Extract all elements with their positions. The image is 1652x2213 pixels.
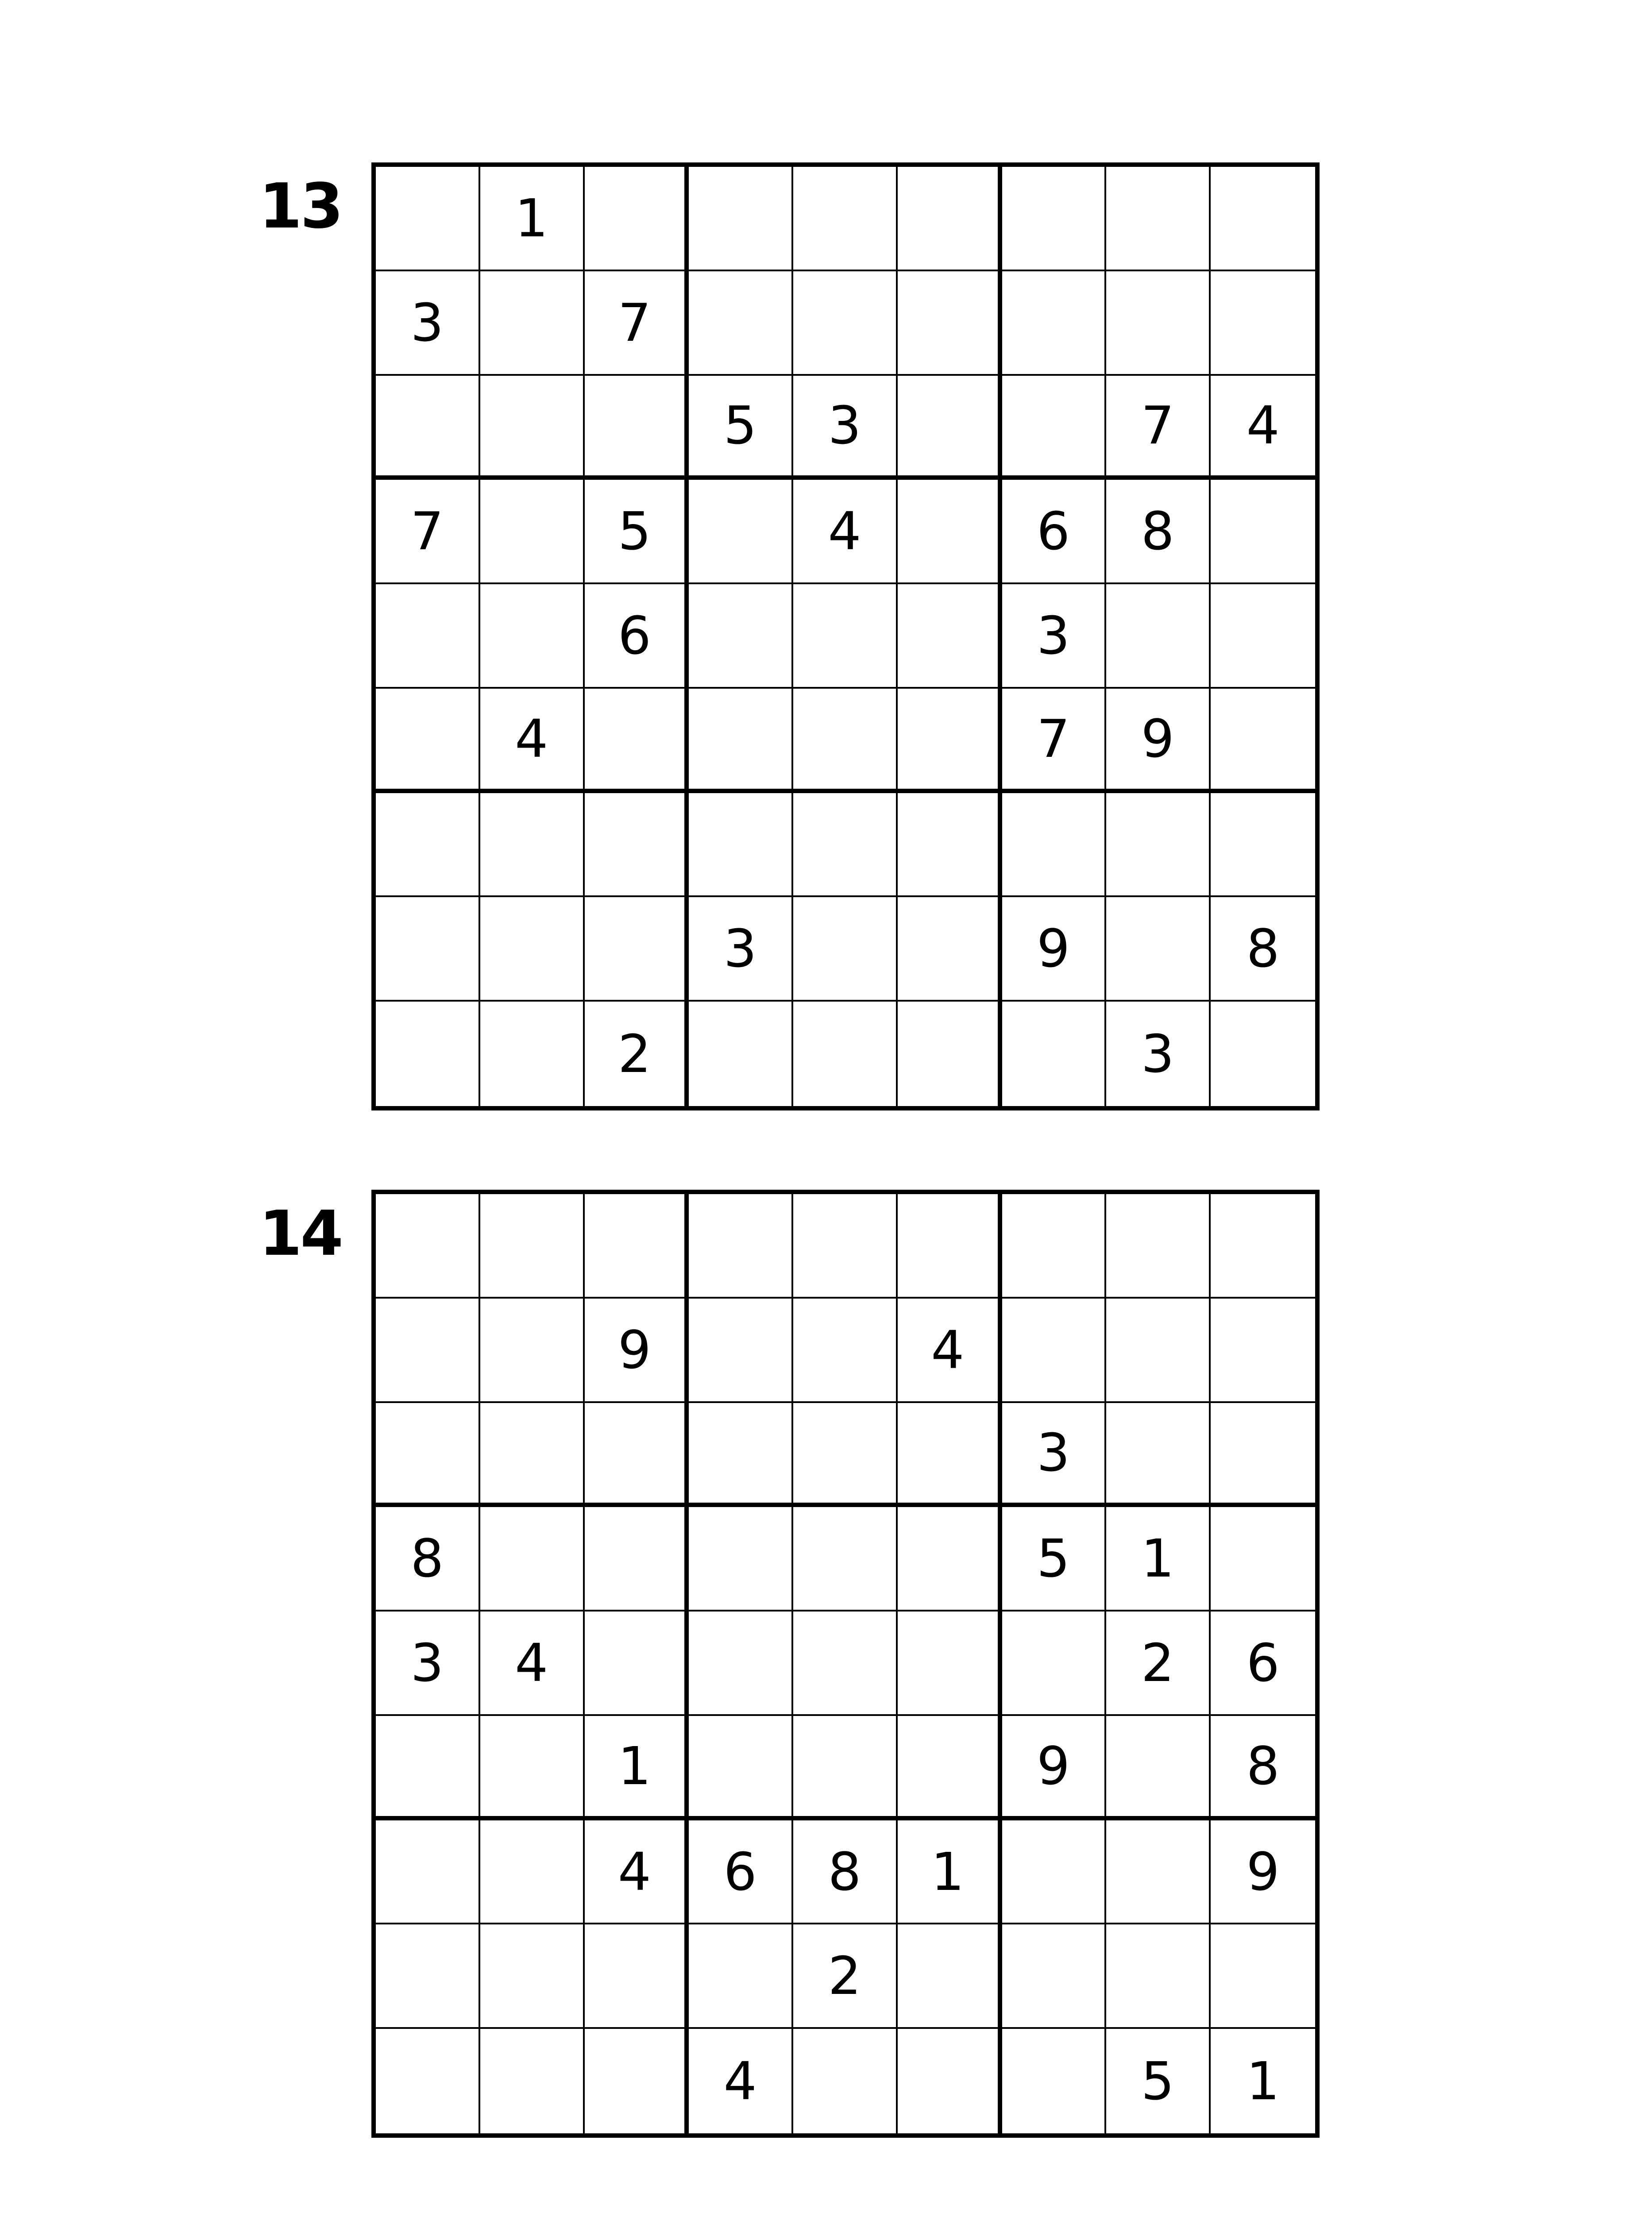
given-cell: 2 [793,1924,898,2029]
empty-cell[interactable] [1002,1194,1107,1299]
empty-cell[interactable] [898,584,1002,689]
empty-cell[interactable] [689,1507,793,1612]
empty-cell[interactable] [376,584,480,689]
empty-cell[interactable] [1002,1002,1107,1106]
empty-cell[interactable] [1211,271,1315,376]
empty-cell[interactable] [793,689,898,793]
given-cell: 2 [1106,1612,1211,1716]
given-cell: 7 [585,271,689,376]
empty-cell[interactable] [480,1194,585,1299]
empty-cell[interactable] [793,1299,898,1403]
given-cell: 6 [689,1820,793,1925]
given-cell: 7 [1106,376,1211,480]
given-cell: 8 [1106,480,1211,584]
empty-cell[interactable] [1211,167,1315,271]
empty-cell[interactable] [585,167,689,271]
empty-cell[interactable] [689,167,793,271]
empty-cell[interactable] [1106,167,1211,271]
empty-cell[interactable] [793,897,898,1002]
given-cell: 6 [1002,480,1107,584]
empty-cell[interactable] [376,1924,480,2029]
empty-cell[interactable] [585,376,689,480]
empty-cell[interactable] [898,1194,1002,1299]
empty-cell[interactable] [793,1716,898,1820]
given-cell: 3 [1002,584,1107,689]
empty-cell[interactable] [480,1507,585,1612]
empty-cell[interactable] [376,376,480,480]
given-cell: 5 [1106,2029,1211,2133]
empty-cell[interactable] [480,2029,585,2133]
empty-cell[interactable] [376,2029,480,2133]
empty-cell[interactable] [689,584,793,689]
empty-cell[interactable] [793,1194,898,1299]
given-cell: 2 [585,1002,689,1106]
empty-cell[interactable] [585,897,689,1002]
empty-cell[interactable] [898,689,1002,793]
empty-cell[interactable] [1106,1924,1211,2029]
empty-cell[interactable] [376,793,480,898]
given-cell: 9 [1106,689,1211,793]
empty-cell[interactable] [376,1716,480,1820]
empty-cell[interactable] [1211,793,1315,898]
given-cell: 1 [480,167,585,271]
empty-cell[interactable] [480,1820,585,1925]
empty-cell[interactable] [793,584,898,689]
empty-cell[interactable] [898,793,1002,898]
given-cell: 8 [1211,1716,1315,1820]
given-cell: 9 [1002,1716,1107,1820]
given-cell: 1 [898,1820,1002,1925]
empty-cell[interactable] [689,1612,793,1716]
empty-cell[interactable] [793,1002,898,1106]
empty-cell[interactable] [1106,1403,1211,1507]
empty-cell[interactable] [1002,1612,1107,1716]
empty-cell[interactable] [1211,584,1315,689]
given-cell: 3 [689,897,793,1002]
empty-cell[interactable] [689,1924,793,2029]
empty-cell[interactable] [898,376,1002,480]
empty-cell[interactable] [1211,1924,1315,2029]
empty-cell[interactable] [1211,1507,1315,1612]
empty-cell[interactable] [1002,167,1107,271]
empty-cell[interactable] [793,167,898,271]
empty-cell[interactable] [1002,1820,1107,1925]
given-cell: 3 [376,271,480,376]
empty-cell[interactable] [480,584,585,689]
empty-cell[interactable] [585,1403,689,1507]
empty-cell[interactable] [1211,1002,1315,1106]
empty-cell[interactable] [1211,1194,1315,1299]
empty-cell[interactable] [585,1507,689,1612]
empty-cell[interactable] [585,793,689,898]
given-cell: 5 [1002,1507,1107,1612]
given-cell: 1 [585,1716,689,1820]
given-cell: 5 [585,480,689,584]
empty-cell[interactable] [1211,689,1315,793]
empty-cell[interactable] [1211,480,1315,584]
empty-cell[interactable] [793,2029,898,2133]
sudoku-grid [371,162,1320,1110]
given-cell: 9 [585,1299,689,1403]
empty-cell[interactable] [1002,376,1107,480]
given-cell: 3 [793,376,898,480]
puzzle-number: 13 [259,170,342,243]
empty-cell[interactable] [1106,1194,1211,1299]
empty-cell[interactable] [1106,1716,1211,1820]
empty-cell[interactable] [689,1194,793,1299]
empty-cell[interactable] [480,793,585,898]
given-cell: 1 [1106,1507,1211,1612]
empty-cell[interactable] [689,793,793,898]
given-cell: 8 [793,1820,898,1925]
empty-cell[interactable] [376,1820,480,1925]
empty-cell[interactable] [1106,1820,1211,1925]
empty-cell[interactable] [1002,793,1107,898]
empty-cell[interactable] [689,1716,793,1820]
empty-cell[interactable] [376,1002,480,1106]
given-cell: 9 [1002,897,1107,1002]
given-cell: 5 [689,376,793,480]
empty-cell[interactable] [480,1924,585,2029]
empty-cell[interactable] [793,1507,898,1612]
empty-cell[interactable] [898,1002,1002,1106]
empty-cell[interactable] [689,1403,793,1507]
given-cell: 3 [1002,1403,1107,1507]
empty-cell[interactable] [376,897,480,1002]
given-cell: 4 [898,1299,1002,1403]
puzzle-number: 14 [259,1198,342,1270]
given-cell: 7 [1002,689,1107,793]
empty-cell[interactable] [689,1299,793,1403]
given-cell: 4 [585,1820,689,1925]
empty-cell[interactable] [376,1403,480,1507]
given-cell: 4 [1211,376,1315,480]
given-cell: 4 [480,1612,585,1716]
empty-cell[interactable] [1002,1299,1107,1403]
empty-cell[interactable] [480,271,585,376]
given-cell: 9 [1211,1820,1315,1925]
given-cell: 1 [1246,2051,1280,2112]
given-cell: 6 [1211,1612,1315,1716]
empty-cell[interactable] [480,1002,585,1106]
empty-cell[interactable] [480,480,585,584]
empty-cell[interactable] [793,1612,898,1716]
empty-cell[interactable] [793,1403,898,1507]
empty-cell[interactable] [1106,1299,1211,1403]
empty-cell[interactable] [898,1403,1002,1507]
given-cell: 7 [376,480,480,584]
empty-cell[interactable] [898,897,1002,1002]
empty-cell[interactable] [793,793,898,898]
given-cell: 3 [1106,1002,1211,1106]
empty-cell[interactable] [480,897,585,1002]
given-cell: 3 [376,1612,480,1716]
empty-cell[interactable] [480,1403,585,1507]
empty-cell[interactable] [898,2029,1002,2133]
empty-cell[interactable] [898,1612,1002,1716]
empty-cell[interactable] [585,1194,689,1299]
empty-cell[interactable] [376,689,480,793]
sudoku-grid [371,1190,1320,2138]
empty-cell[interactable] [1106,271,1211,376]
empty-cell[interactable] [689,480,793,584]
empty-cell[interactable] [1211,1403,1315,1507]
empty-cell[interactable] [689,271,793,376]
empty-cell[interactable] [585,1924,689,2029]
given-cell: 6 [585,584,689,689]
empty-cell[interactable] [480,1299,585,1403]
empty-cell[interactable] [689,1002,793,1106]
empty-cell[interactable] [898,480,1002,584]
given-cell: 4 [480,689,585,793]
empty-cell[interactable] [898,1716,1002,1820]
empty-cell[interactable] [898,167,1002,271]
empty-cell[interactable] [1106,793,1211,898]
empty-cell[interactable] [585,1612,689,1716]
given-cell: 4 [793,480,898,584]
empty-cell[interactable] [376,1299,480,1403]
empty-cell[interactable] [585,689,689,793]
empty-cell[interactable] [1002,271,1107,376]
given-cell: 8 [376,1507,480,1612]
empty-cell[interactable] [898,271,1002,376]
empty-cell[interactable] [480,1716,585,1820]
empty-cell[interactable] [1106,584,1211,689]
empty-cell[interactable] [689,689,793,793]
empty-cell[interactable] [898,1507,1002,1612]
empty-cell[interactable] [585,2029,689,2133]
empty-cell[interactable] [793,271,898,376]
given-cell: 4 [689,2029,793,2133]
empty-cell[interactable] [1002,2029,1107,2133]
empty-cell[interactable] [480,376,585,480]
empty-cell[interactable] [376,1194,480,1299]
empty-cell[interactable] [898,1924,1002,2029]
empty-cell[interactable] [1002,1924,1107,2029]
empty-cell[interactable] [376,167,480,271]
empty-cell[interactable] [1211,1299,1315,1403]
given-cell: 8 [1211,897,1315,1002]
empty-cell[interactable] [1106,897,1211,1002]
